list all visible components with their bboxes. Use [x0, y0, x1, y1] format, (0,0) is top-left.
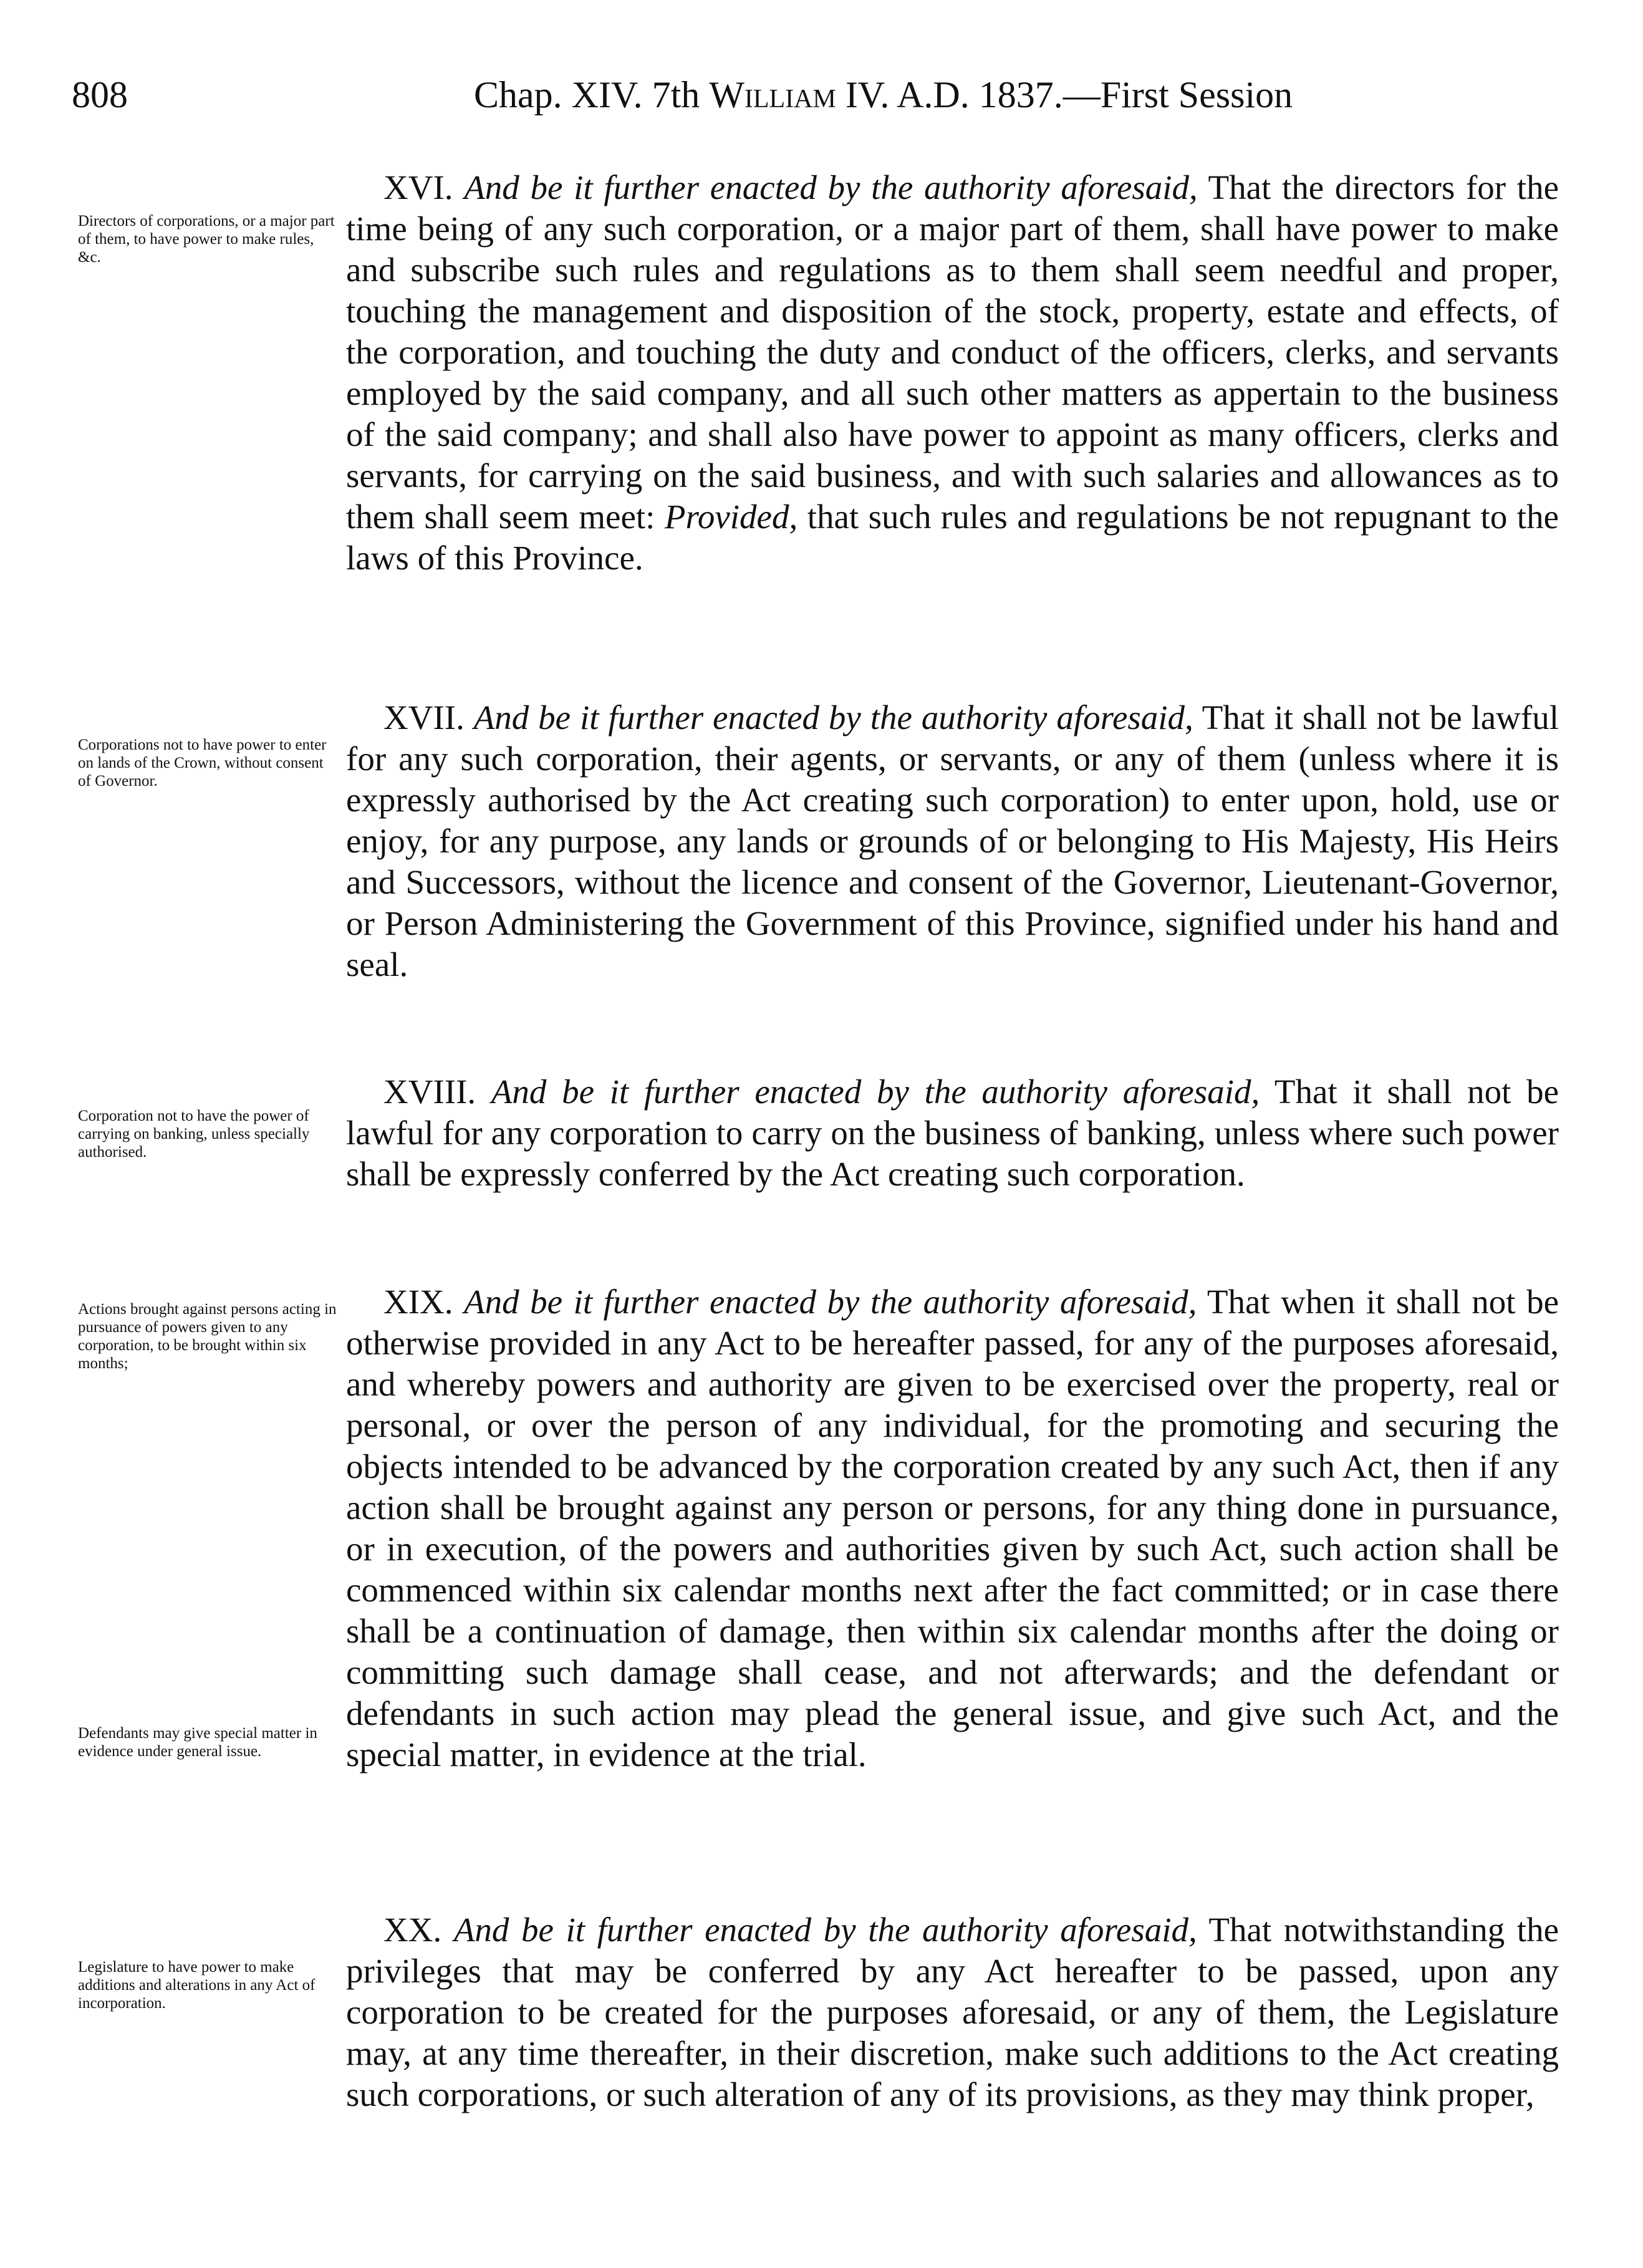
running-head-monarch: William — [709, 74, 836, 115]
running-head-rest: IV. A.D. 1837.—First Session — [845, 74, 1293, 115]
enacting-formula: And be it further enacted by the authority aforesaid, — [464, 168, 1198, 206]
margin-note-section-16: Directors of corporations, or a major part of them, to have power to make rules, &c. — [78, 213, 335, 266]
section-20 — [346, 1909, 1559, 2115]
section-text: That the directors for the time being of any such corporation, or a major part of them, shall have power to make and subscribe such rules and regulations as to them shall seem needful and proper, touching the management and disposition of the stock, property, estate and effects, of the corporation, and touching the duty and conduct of the officers, clerks, and servants employed by the said company, and all such other matters as appertain to the business of the said company; and shall also have power to appoint as many officers, clerks and servants, for carrying on the said business, and with such salaries and allowances as to them shall seem meet: — [346, 168, 1559, 536]
margin-note-section-17: Corporations not to have power to enter on lands of the Crown, without consent of Governor. — [78, 736, 327, 789]
section-text: That it shall not be lawful for any such corporation, their agents, or servants, or any of them (unless where it is expressly authorised by the Act creating such corporation) to enter upon, hold, use or enjoy, for any purpose, any lands or grounds of or belonging to His Majesty, His Heirs and Successors, without the licence and consent of the Governor, Lieutenant-Governor, or Person Administering the Government of this Province, signified under his hand and seal. — [346, 698, 1559, 983]
section-text: That when it shall not be otherwise provided in any Act to be hereafter passed, for any of the purposes aforesaid, and whereby powers and authority are given to be exercised over the property, real or personal, or over the person of any individual, for the promoting and securing the objects intended to be advanced by the corporation created by any such Act, then if any action shall be brought against any person or persons, for any thing done in pursuance, or in execution, of the powers and authorities given by such Act, such action shall be commenced within six calendar months next after the fact committed; or in case there shall be a continuation of damage, then within six calendar months after the doing or committing such damage shall cease, and not afterwards; and the defendant or defendants in such action may plead the general issue, and give such Act, and the special matter, in evidence at the trial. — [346, 1283, 1559, 1773]
section-number: XX. — [383, 1911, 442, 1949]
section-text: That it shall not be lawful for any corporation to carry on the business of banking, unless where such power shall be expressly conferred by the Act creating such corporation. — [346, 1073, 1559, 1193]
enacting-formula: And be it further enacted by the authority aforesaid, — [453, 1911, 1197, 1949]
section-17 — [346, 697, 1559, 985]
section-19 — [346, 1281, 1559, 1775]
section-text-continued: that such rules and regulations be not repugnant to the laws of this Province. — [346, 498, 1559, 577]
section-number: XVI. — [383, 168, 453, 206]
running-head-regnal-year: 7th — [652, 74, 700, 115]
section-number: XVII. — [383, 698, 465, 736]
section-text: That notwithstanding the privileges that may be conferred by any Act hereafter to be passed, upon any corporation to be created for the purposes aforesaid, or any of them, the Legislature may, at any time thereafter, in their discretion, make such additions to the Act creating such corporations, or such alteration of any of its provisions, as they may think proper, — [346, 1911, 1559, 2113]
section-16 — [346, 167, 1559, 579]
section-18 — [346, 1071, 1559, 1195]
enacting-formula: And be it further enacted by the authority aforesaid, — [464, 1283, 1197, 1321]
margin-note-section-20: Legislature to have power to make additions and alterations in any Act of incorporation. — [78, 1959, 316, 2012]
margin-note-section-19-defendants: Defendants may give special matter in evidence under general issue. — [78, 1725, 317, 1760]
section-number: XVIII. — [383, 1073, 476, 1111]
section-number: XIX. — [383, 1283, 453, 1321]
margin-note-section-18: Corporation not to have the power of carrying on banking, unless specially authorised. — [78, 1107, 310, 1161]
enacting-formula: And be it further enacted by the authority aforesaid, — [473, 698, 1193, 736]
margin-note-section-19: Actions brought against persons acting in pursuance of powers given to any corporation, to be brought within six months; — [78, 1301, 337, 1372]
proviso-word: Provided, — [664, 498, 798, 536]
running-head — [474, 74, 1293, 117]
enacting-formula: And be it further enacted by the authority aforesaid, — [491, 1073, 1260, 1111]
running-head-chapter: Chap. XIV. — [474, 74, 643, 115]
page-number: 808 — [72, 74, 128, 115]
